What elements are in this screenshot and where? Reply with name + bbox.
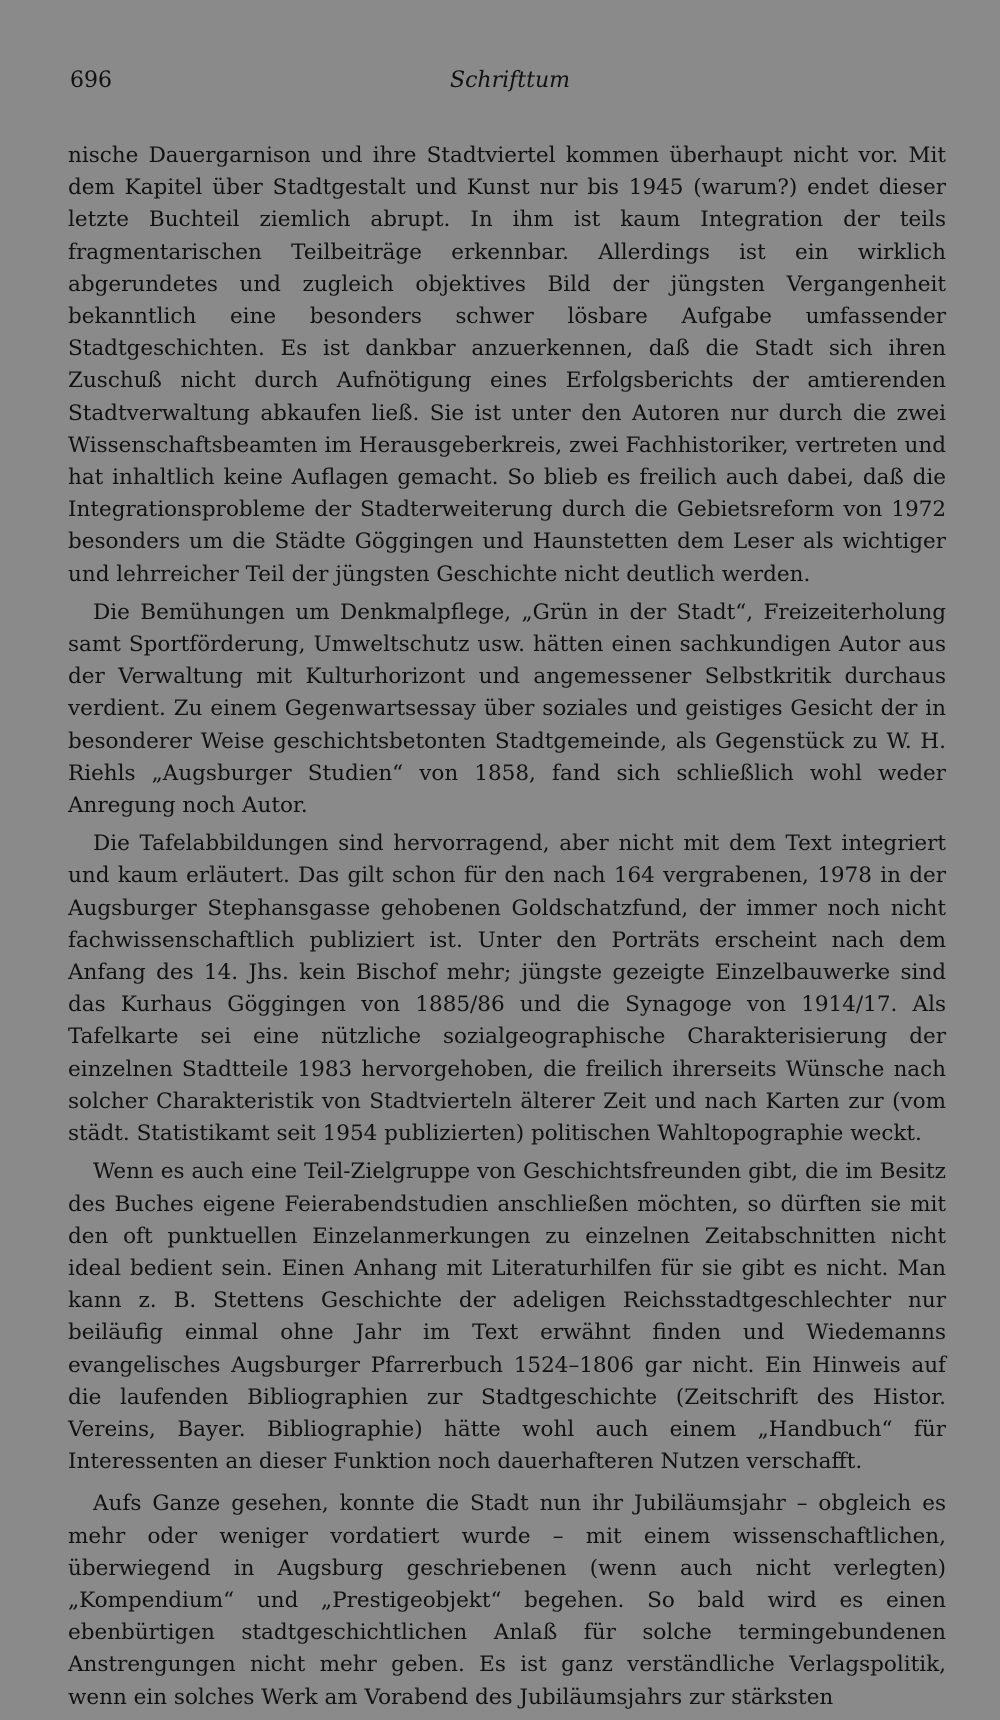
body-text	[68, 140, 946, 1720]
page-number: 696	[70, 68, 112, 93]
paragraph-1: nische Dauergarnison und ihre Stadtviertel kommen überhaupt nicht vor. Mit dem Kapitel über Stadtgestalt und Kunst nur bis 1945 (warum?) endet dieser letzte Buchteil ziemlich abrupt. In ihm ist kaum Integration der teils fragmentarischen Teilbeiträge erkennbar. Allerdings ist ein wirklich abgerundetes und zugleich objektives Bild der jüngsten Vergangenheit bekanntlich eine besonders schwer lösbare Aufgabe umfassender Stadtgeschichten. Es ist dankbar anzuerkennen, daß die Stadt sich ihren Zuschuß nicht durch Aufnötigung eines Erfolgsberichts der amtierenden Stadtverwaltung abkaufen ließ. Sie ist unter den Autoren nur durch die zwei Wissenschaftsbeamten im Herausgeberkreis, zwei Fachhistoriker, vertreten und hat inhaltlich keine Auflagen gemacht. So blieb es freilich auch dabei, daß die Integrationsprobleme der Stadterweiterung durch die Gebietsreform von 1972 besonders um die Städte Göggingen und Haunstetten dem Leser als wichtiger und lehrreicher Teil der jüngsten Geschichte nicht deutlich werden.	[68, 143, 946, 587]
paragraph-4: Wenn es auch eine Teil-Zielgruppe von Geschichtsfreunden gibt, die im Besitz des Buches eigene Feierabendstudien anschließen möchten, so dürften sie mit den oft punktuellen Einzelanmerkungen zu einzelnen Zeitabschnitten nicht ideal bedient sein. Einen Anhang mit Literaturhilfen für sie gibt es nicht. Man kann z. B. Stettens Geschichte der adeligen Reichsstadtgeschlechter nur beiläufig einmal ohne Jahr im Text erwähnt finden und Wiedemanns evangelisches Augsburger Pfarrerbuch 1524–1806 gar nicht. Ein Hinweis auf die laufenden Bibliographien zur Stadtgeschichte (Zeitschrift des Histor. Vereins, Bayer. Bibliographie) hätte wohl auch einem „Handbuch“ für Interessenten an dieser Funktion noch dauerhafteren Nutzen verschafft.	[68, 1159, 946, 1475]
running-title: Schrifttum	[450, 68, 570, 93]
paragraph-3: Die Tafelabbildungen sind hervorragend, aber nicht mit dem Text integriert und kaum erläutert. Das gilt schon für den nach 164 vergrabenen, 1978 in der Augsburger Stephansgasse gehobenen Goldschatzfund, der immer noch nicht fachwissenschaftlich publiziert ist. Unter den Porträts erscheint nach dem Anfang des 14. Jhs. kein Bischof mehr; jüngste gezeigte Einzelbauwerke sind das Kurhaus Göggingen von 1885/86 und die Synagoge von 1914/17. Als Tafelkarte sei eine nützliche sozialgeographische Charakterisierung der einzelnen Stadtteile 1983 hervorgehoben, die freilich ihrerseits Wünsche nach solcher Charakteristik von Stadtvierteln älterer Zeit und nach Karten zur (vom städt. Statistikamt seit 1954 publizierten) politischen Wahltopographie weckt.	[68, 831, 946, 1147]
paragraph-2: Die Bemühungen um Denkmalpflege, „Grün in der Stadt“, Freizeiterholung samt Sportförderung, Umweltschutz usw. hätten einen sachkundigen Autor aus der Verwaltung mit Kulturhorizont und angemessener Selbstkritik durchaus verdient. Zu einem Gegenwartsessay über soziales und geistiges Gesicht der in besonderer Weise geschichtsbetonten Stadtgemeinde, als Gegenstück zu W. H. Riehls „Augsburger Studien“ von 1858, fand sich schließlich wohl weder Anregung noch Autor.	[68, 599, 946, 819]
running-head	[70, 68, 950, 100]
paragraph-5: Aufs Ganze gesehen, konnte die Stadt nun ihr Jubiläumsjahr – obgleich es mehr oder weniger vordatiert wurde – mit einem wissenschaftlichen, überwiegend in Augsburg geschriebenen (wenn auch nicht verlegten) „Kompendium“ und „Prestigeobjekt“ begehen. So bald wird es einen ebenbürtigen stadtgeschichtlichen Anlaß für solche termingebundenen Anstrengungen nicht mehr geben. Es ist ganz verständliche Verlagspolitik, wenn ein solches Werk am Vorabend des Jubiläumsjahrs zur stärksten	[68, 1491, 946, 1710]
